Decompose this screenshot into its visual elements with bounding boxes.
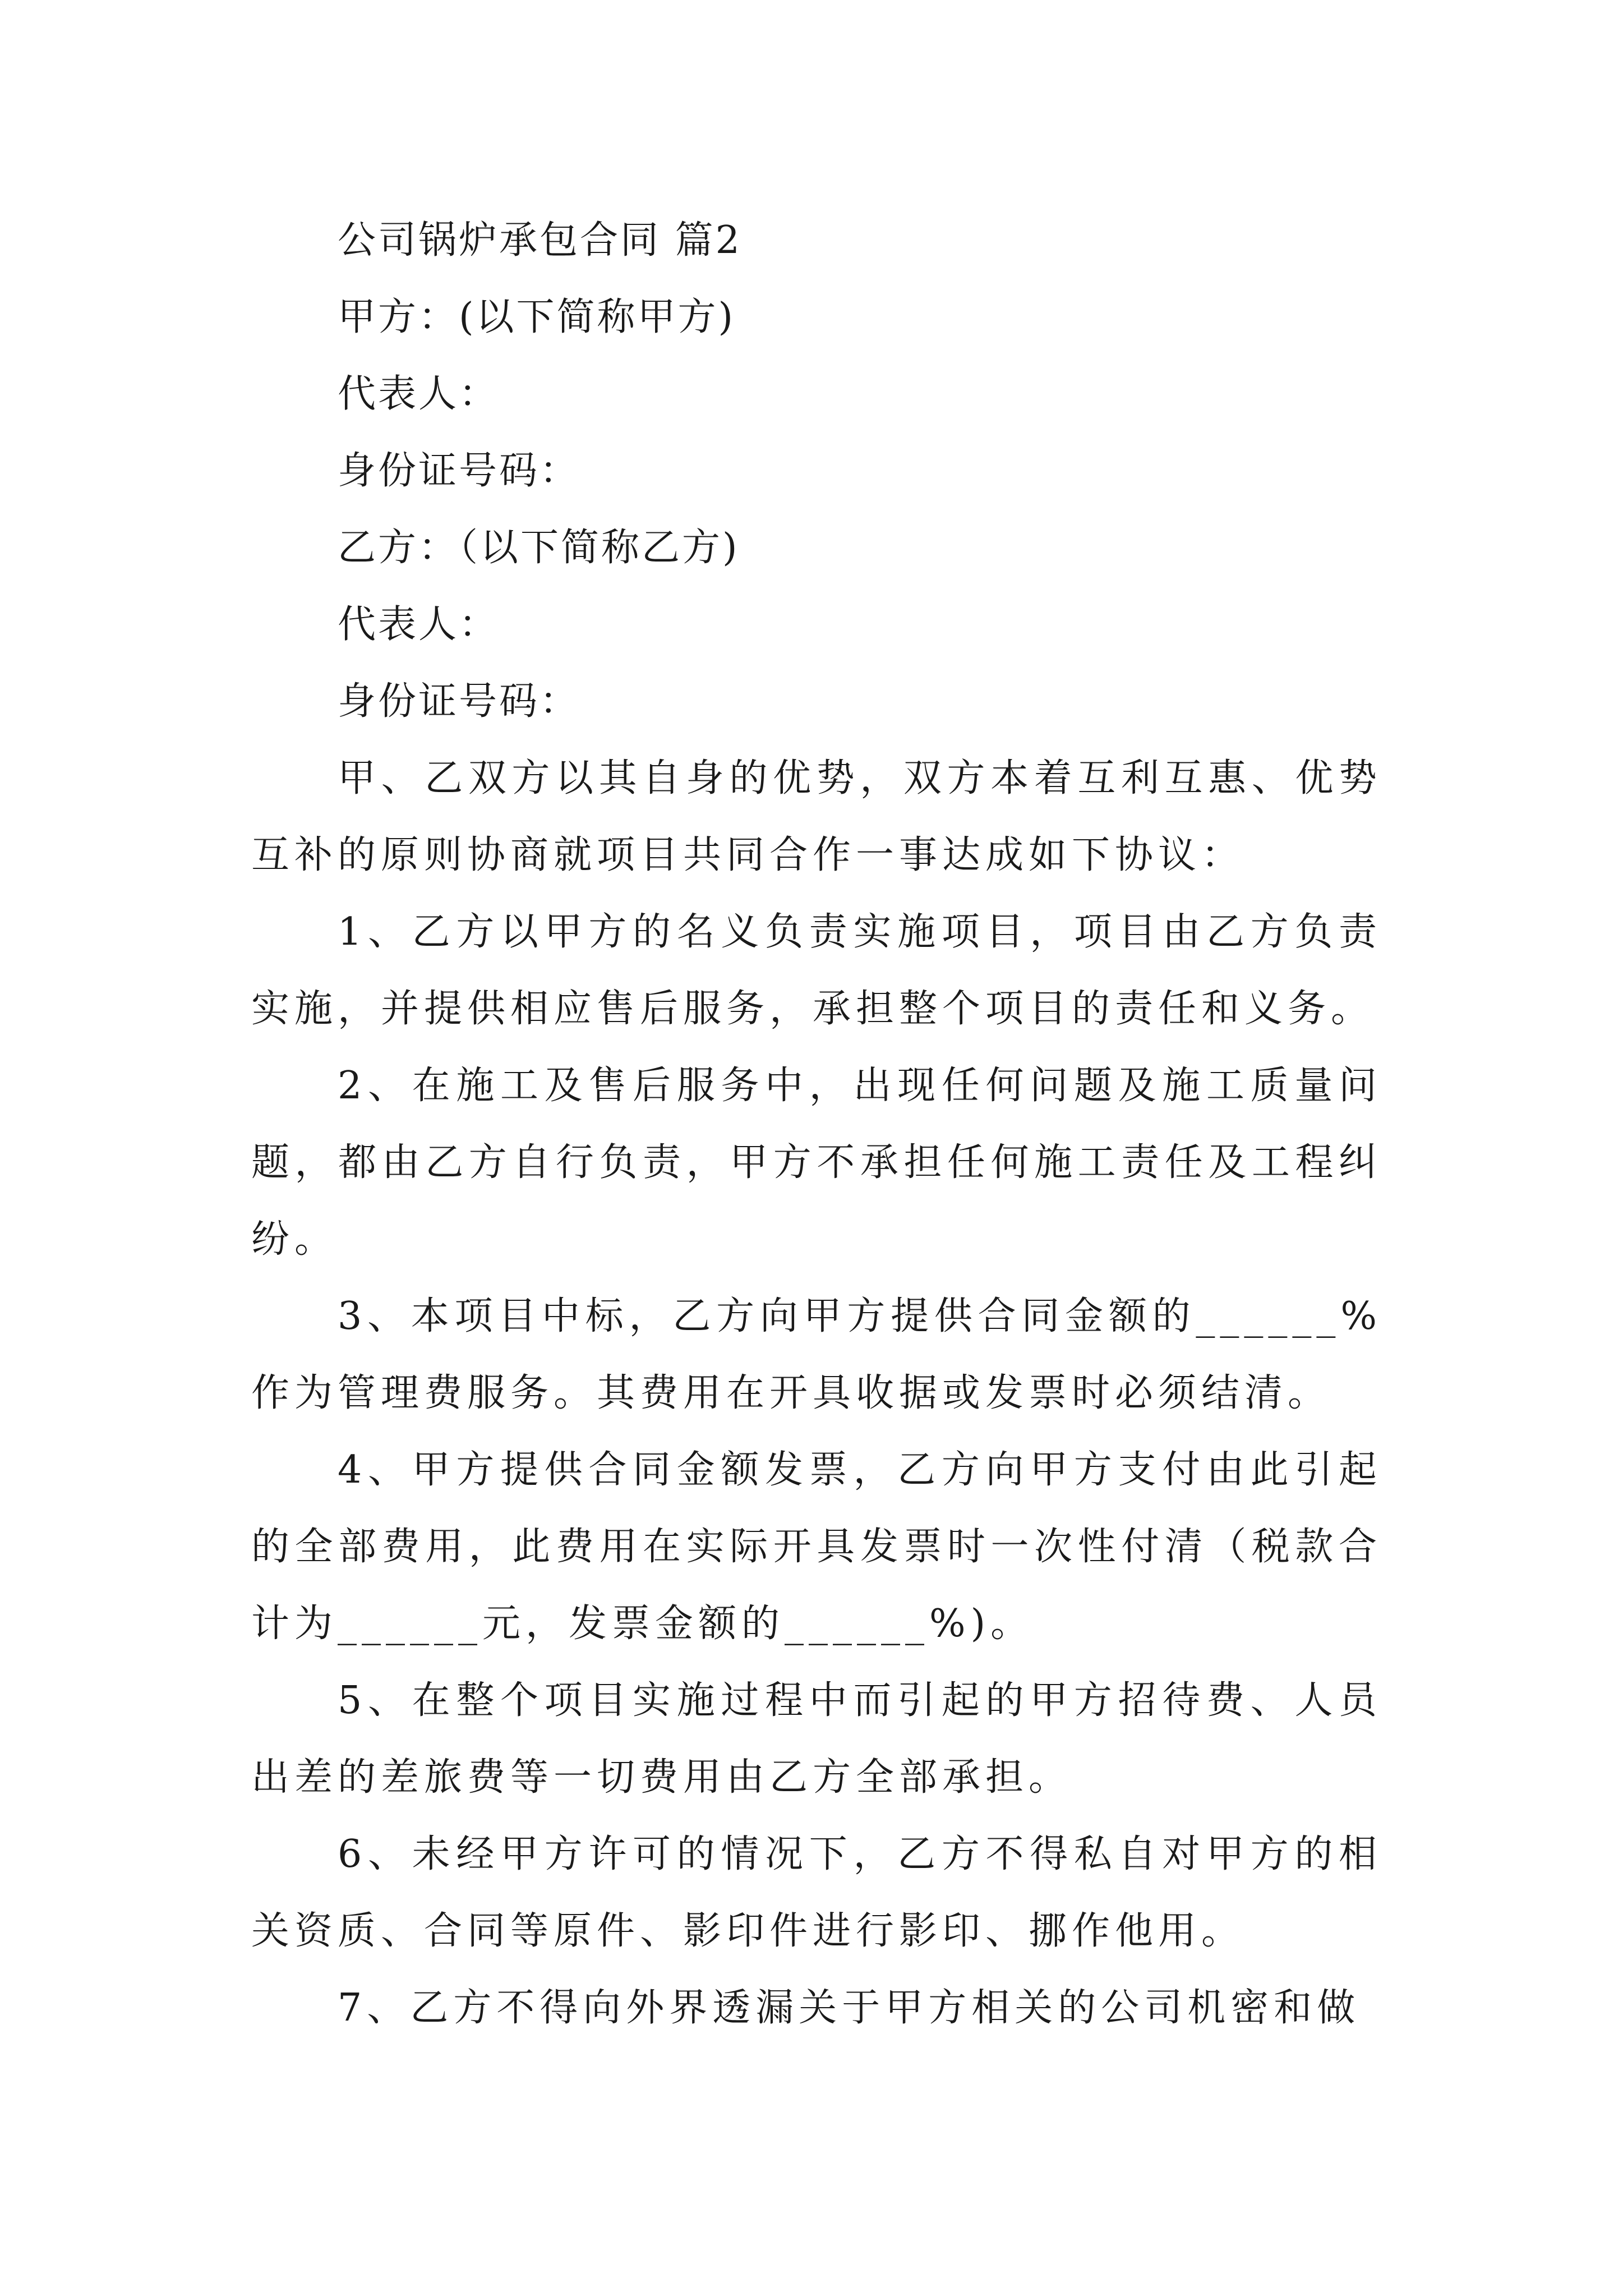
paragraph-clause-4: 4、甲方提供合同金额发票，乙方向甲方支付由此引起的全部费用，此费用在实际开具发票时一次性付清（税款合计为______元，发票金额的______%)。 <box>251 1448 1382 1646</box>
paragraph-clause-2: 2、在施工及售后服务中，出现任何问题及施工质量问题，都由乙方自行负责，甲方不承担任何施工责任及工程纠纷。 <box>251 1064 1382 1262</box>
party-a-id: 身份证号码： <box>338 449 580 493</box>
party-a-representative: 代表人： <box>338 372 500 416</box>
paragraph-intro: 甲、乙双方以其自身的优势，双方本着互利互惠、优势互补的原则协商就项目共同合作一事达成如下协议： <box>251 756 1382 877</box>
party-b-id: 身份证号码： <box>338 679 580 724</box>
paragraph-clause-6: 6、未经甲方许可的情况下，乙方不得私自对甲方的相关资质、合同等原件、影印件进行影印、挪作他用。 <box>251 1832 1382 1953</box>
party-b-representative: 代表人： <box>338 602 500 647</box>
paragraph-clause-7: 7、乙方不得向外界透漏关于甲方相关的公司机密和做 <box>338 1986 1361 2030</box>
paragraph-clause-1: 1、乙方以甲方的名义负责实施项目，项目由乙方负责实施，并提供相应售后服务，承担整个项目的责任和义务。 <box>251 910 1382 1031</box>
party-a-line: 甲方：(以下简称甲方) <box>338 295 736 339</box>
party-b-line: 乙方：（以下简称乙方) <box>338 526 740 570</box>
paragraph-clause-5: 5、在整个项目实施过程中而引起的甲方招待费、人员出差的差旅费等一切费用由乙方全部承担。 <box>251 1678 1382 1800</box>
document-title: 公司锅炉承包合同 篇2 <box>338 218 742 263</box>
paragraph-clause-3: 3、本项目中标，乙方向甲方提供合同金额的______%作为管理费服务。其费用在开具收据或发票时必须结清。 <box>251 1294 1382 1415</box>
document-body <box>251 202 1382 2046</box>
